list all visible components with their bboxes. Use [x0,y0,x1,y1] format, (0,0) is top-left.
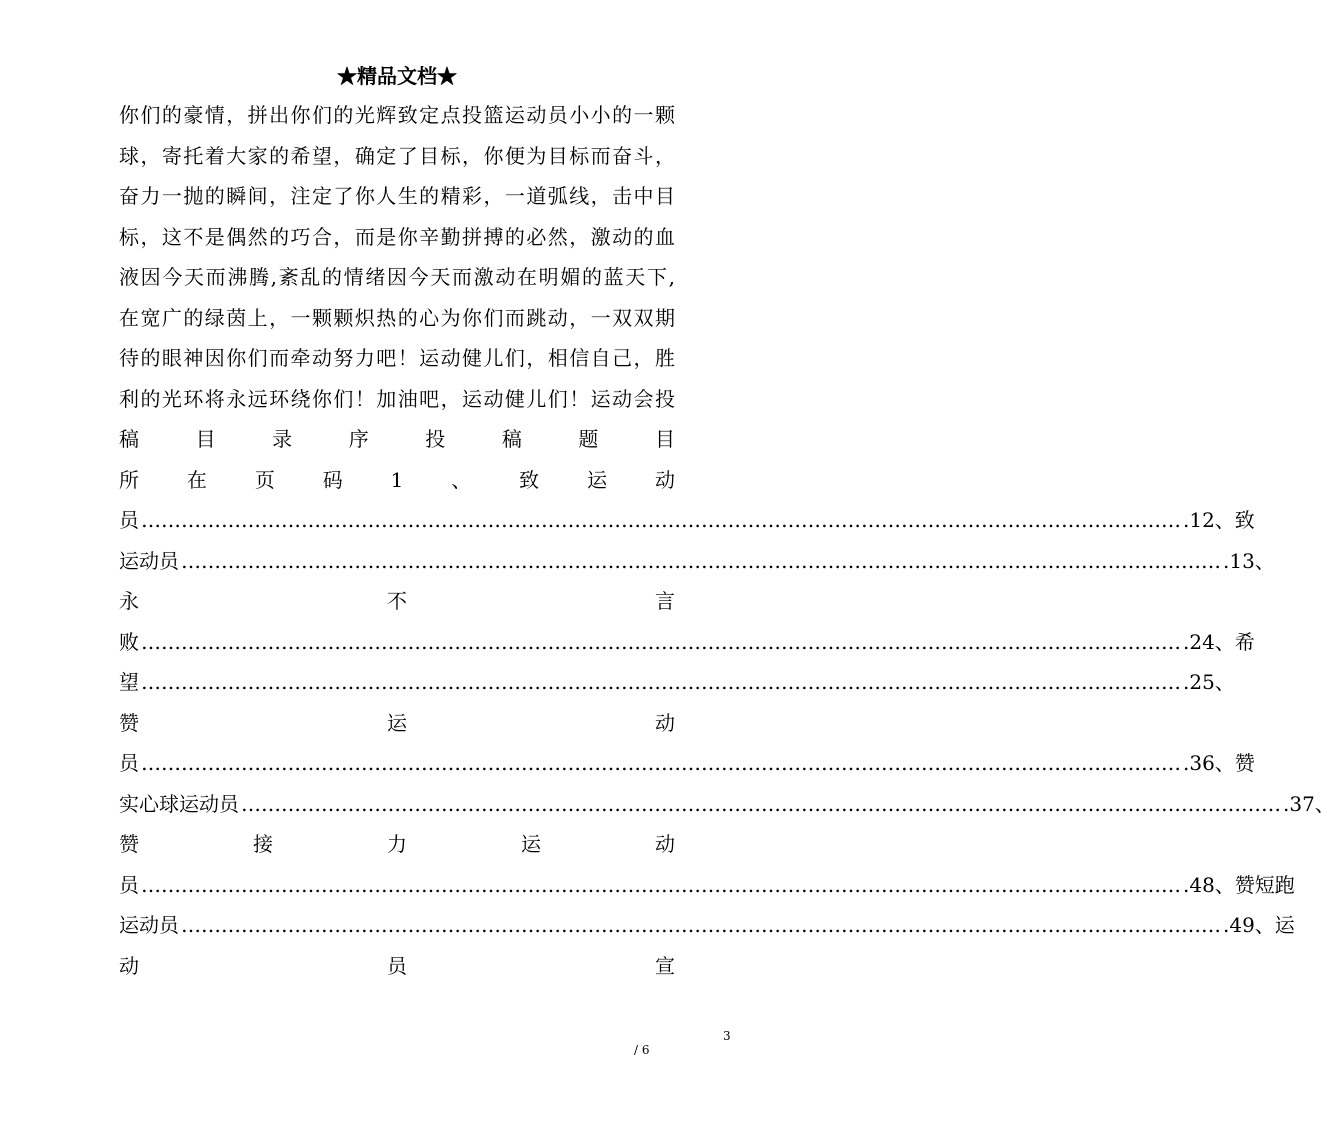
toc-char: 言 [655,589,675,613]
toc-char: 永 [119,589,139,613]
toc-entry-page: .36、赞 [1183,751,1255,775]
toc-entry [119,541,1275,582]
toc-leader-dots: ………………………………………………………………………………………………………………………………………… [141,751,1181,775]
toc-char: 赞 [119,710,139,735]
toc-char: 力 [387,832,407,856]
document-body [119,95,1335,986]
toc-leader-dots: ………………………………………………………………………………………………………………………………………… [181,548,1221,573]
toc-leader-dots: ………………………………………………………………………………………………………………………………………… [141,670,1181,694]
toc-char: 目 [195,427,216,451]
toc-char: 投 [425,427,446,451]
toc-char: 题 [578,427,599,451]
toc-char: 页 [254,467,275,492]
toc-entry-title: 望 [119,670,139,694]
toc-char: 运 [387,710,407,735]
toc-spread-line [119,946,675,987]
toc-char: 动 [654,467,675,492]
toc-leader-dots: ………………………………………………………………………………………………………………………………………… [141,872,1181,897]
toc-entry-page: .13、 [1223,548,1275,573]
paragraph-line: 球，寄托着大家的希望，确定了目标，你便为目标而奋斗， [119,143,675,168]
toc-entry-page: .49、运 [1223,913,1295,937]
toc-char: 接 [253,832,273,856]
toc-char: 宣 [655,953,675,978]
toc-entry [119,743,1255,784]
toc-char: 动 [655,710,675,735]
toc-entry-page: .37、 [1283,791,1335,816]
toc-char: 码 [322,467,343,492]
paragraph-line: 液因今天而沸腾,紊乱的情绪因今天而激动在明媚的蓝天下, [119,265,675,289]
toc-entry [119,622,1255,663]
toc-entry [119,500,1255,541]
toc-spread-line [119,824,675,865]
toc-char: 运 [587,467,608,492]
toc-char: 动 [655,832,675,856]
paragraph-line: 标，这不是偶然的巧合，而是你辛勤拼搏的必然，激动的血 [119,224,675,249]
toc-entry-title: 运动员 [119,548,179,573]
toc-char: 序 [348,427,369,451]
toc-entry-title: 员 [119,508,139,532]
toc-char: 稿 [501,427,522,451]
toc-char: 、 [451,467,472,492]
toc-entry [119,784,1335,825]
toc-spread-line [119,419,675,460]
toc-entry-page: .48、赞短跑 [1183,872,1295,897]
toc-char: 员 [387,953,407,978]
toc-entry-title: 员 [119,872,139,897]
page-number: 3 [723,1029,731,1043]
toc-char: 不 [387,589,407,613]
paragraph-line: 待的眼神因你们而牵动努力吧！运动健儿们，相信自己，胜 [119,346,675,370]
toc-leader-dots: ………………………………………………………………………………………………………………………………………… [181,913,1221,937]
toc-entry-page: .24、希 [1183,629,1255,654]
toc-char: 在 [186,467,207,492]
toc-entry-title: 败 [119,629,139,654]
paragraph-line: 在宽广的绿茵上，一颗颗炽热的心为你们而跳动，一双双期 [119,305,675,330]
toc-spread-line [119,460,675,501]
toc-entry [119,905,1295,946]
paragraph-line: 你们的豪情，拼出你们的光辉致定点投篮运动员小小的一颗 [119,103,675,127]
toc-char: 录 [272,427,293,451]
toc-spread-line [119,581,675,622]
toc-spread-line [119,703,675,744]
toc-leader-dots: ………………………………………………………………………………………………………………………………………… [141,508,1181,532]
page-total: / 6 [634,1043,650,1057]
toc-entry [119,865,1295,906]
toc-char: 致 [519,467,540,492]
toc-char: 赞 [119,832,139,856]
toc-leader-dots: ………………………………………………………………………………………………………………………………………… [141,629,1181,654]
toc-char: 所 [119,467,139,492]
toc-char: 目 [654,427,675,451]
toc-entry-page: .25、 [1183,670,1235,694]
toc-char: 运 [521,832,541,856]
toc-entry-title: 员 [119,751,139,775]
toc-entry-page: .12、致 [1183,508,1255,532]
document-header: ★精品文档★ [337,64,457,88]
toc-entry [119,662,1235,703]
toc-char: 稿 [119,427,139,451]
toc-leader-dots: ………………………………………………………………………………………………………………………………………… [241,791,1281,816]
toc-entry-title: 运动员 [119,913,179,937]
toc-char: 1 [390,467,404,492]
paragraph-line: 奋力一抛的瞬间，注定了你人生的精彩，一道弧线，击中目 [119,184,675,208]
toc-char: 动 [119,953,139,978]
toc-entry-title: 实心球运动员 [119,791,239,816]
paragraph-line: 利的光环将永远环绕你们！加油吧，运动健儿们！运动会投 [119,386,675,411]
